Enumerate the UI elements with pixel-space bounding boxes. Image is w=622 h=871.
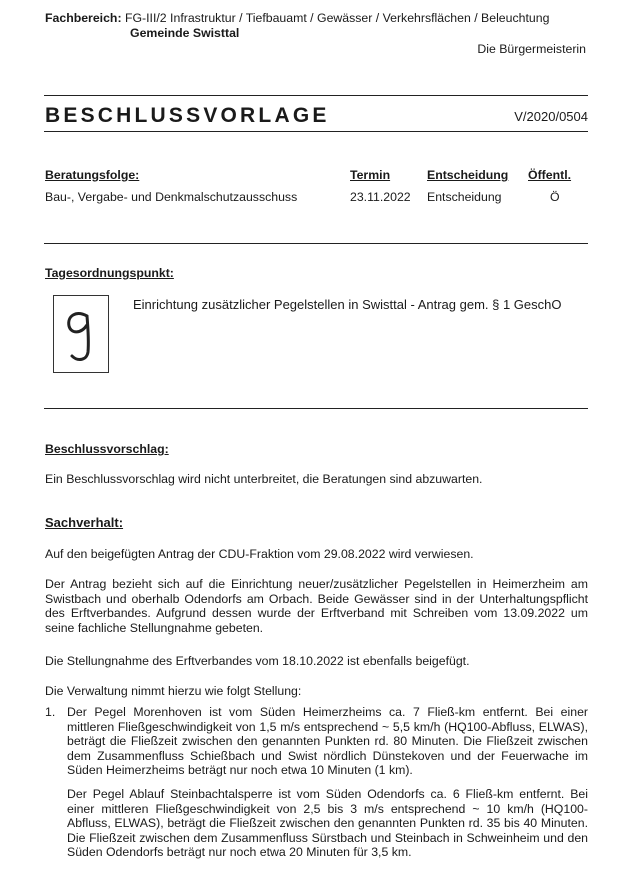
facts-paragraph-2: Der Antrag bezieht sich auf die Einrichtung neuer/zusätzlicher Pegelstellen in Heimerzheim am Swistbach und oberhalb Odendorfs am Orbach. Beide Gewässer sind in der Unterhaltungspflicht des Erftverbandes. Aufgrund dessen wurde der Erftverband mit Schreiben vom 13.09.2022 um seine fachliche Stellungnahme gebeten. [45, 577, 588, 635]
date-column-header: Termin [350, 168, 391, 182]
decision-column-header: Entscheidung [427, 168, 509, 182]
handwritten-agenda-number [54, 296, 108, 372]
facts-paragraph-1: Auf den beigefügten Antrag der CDU-Fraktion vom 29.08.2022 wird verwiesen. [45, 547, 474, 561]
list-item-1-text-a: Der Pegel Morenhoven ist vom Süden Heimerzheims ca. 7 Fließ-km entfernt. Bei einer mittleren Fließgeschwindigkeit von 1,5 m/s entsprechend ~ 5,5 km/h (HQ100-Abfluss, ELWAS), beträgt die Fließzeit zwischen den genannten Punkten rd. 80 Minuten. Die Fließzeit zwischen dem Zusammenfluss Schießbach und Swist nördlich Dünstekoven und der Feuerwache im Süden Heimerzheims beträgt nur noch etwa 10 Minuten (1 km). [67, 705, 588, 778]
department-label: Fachbereich: [45, 11, 122, 25]
agenda-number-box [53, 295, 109, 373]
consultation-sequence-header: Beratungsfolge: [45, 168, 140, 182]
document-type-title: BESCHLUSSVORLAGE [45, 104, 330, 127]
agenda-item-title: Einrichtung zusätzlicher Pegelstellen in Swisttal - Antrag gem. § 1 GeschO [133, 297, 562, 312]
facts-paragraph-3: Die Stellungnahme des Erftverbandes vom 18.10.2022 ist ebenfalls beigefügt. [45, 654, 470, 668]
committee-name: Bau-, Vergabe- und Denkmalschutzausschuss [45, 190, 298, 204]
title-bottom-rule [44, 131, 588, 132]
section-rule-1 [44, 243, 588, 244]
department-line [45, 11, 615, 25]
list-item-1-text-b: Der Pegel Ablauf Steinbachtalsperre ist vom Süden Odendorfs ca. 6 Fließ-km entfernt. Bei einer mittleren Fließgeschwindigkeit von 2,5 bis 3 m/s entsprechend ~ 10 km/h (HQ100-Abfluss, ELWAS), beträgt die Fließzeit zwischen den genannten Punkten rd. 35 bis 40 Minuten. Die Fließzeit zwischen dem Zusammenfluss Sürstbach und Steinbach in Schweinheim und den Süden Odendorfs beträgt nur noch etwa 20 Minuten für 3,5 km. [67, 787, 588, 860]
decision-type: Entscheidung [427, 190, 502, 204]
title-top-rule [44, 95, 588, 96]
facts-paragraph-4: Die Verwaltung nimmt hierzu wie folgt Stellung: [45, 684, 302, 698]
section-rule-2 [44, 408, 588, 409]
public-flag: Ö [550, 190, 560, 204]
department-value: FG-III/2 Infrastruktur / Tiefbauamt / Gewässer / Verkehrsflächen / Beleuchtung [124, 11, 550, 25]
facts-label: Sachverhalt: [45, 515, 124, 530]
municipality-name: Gemeinde Swisttal [130, 26, 240, 40]
resolution-proposal-text: Ein Beschlussvorschlag wird nicht unterbreitet, die Beratungen sind abzuwarten. [45, 472, 483, 486]
list-item-number: 1. [45, 705, 56, 719]
meeting-date: 23.11.2022 [350, 190, 411, 204]
public-column-header: Öffentl. [528, 168, 572, 182]
resolution-proposal-label: Beschlussvorschlag: [45, 442, 169, 456]
agenda-item-label: Tagesordnungspunkt: [45, 266, 174, 280]
document-number: V/2020/0504 [514, 109, 588, 124]
issuing-official: Die Bürgermeisterin [477, 42, 586, 56]
